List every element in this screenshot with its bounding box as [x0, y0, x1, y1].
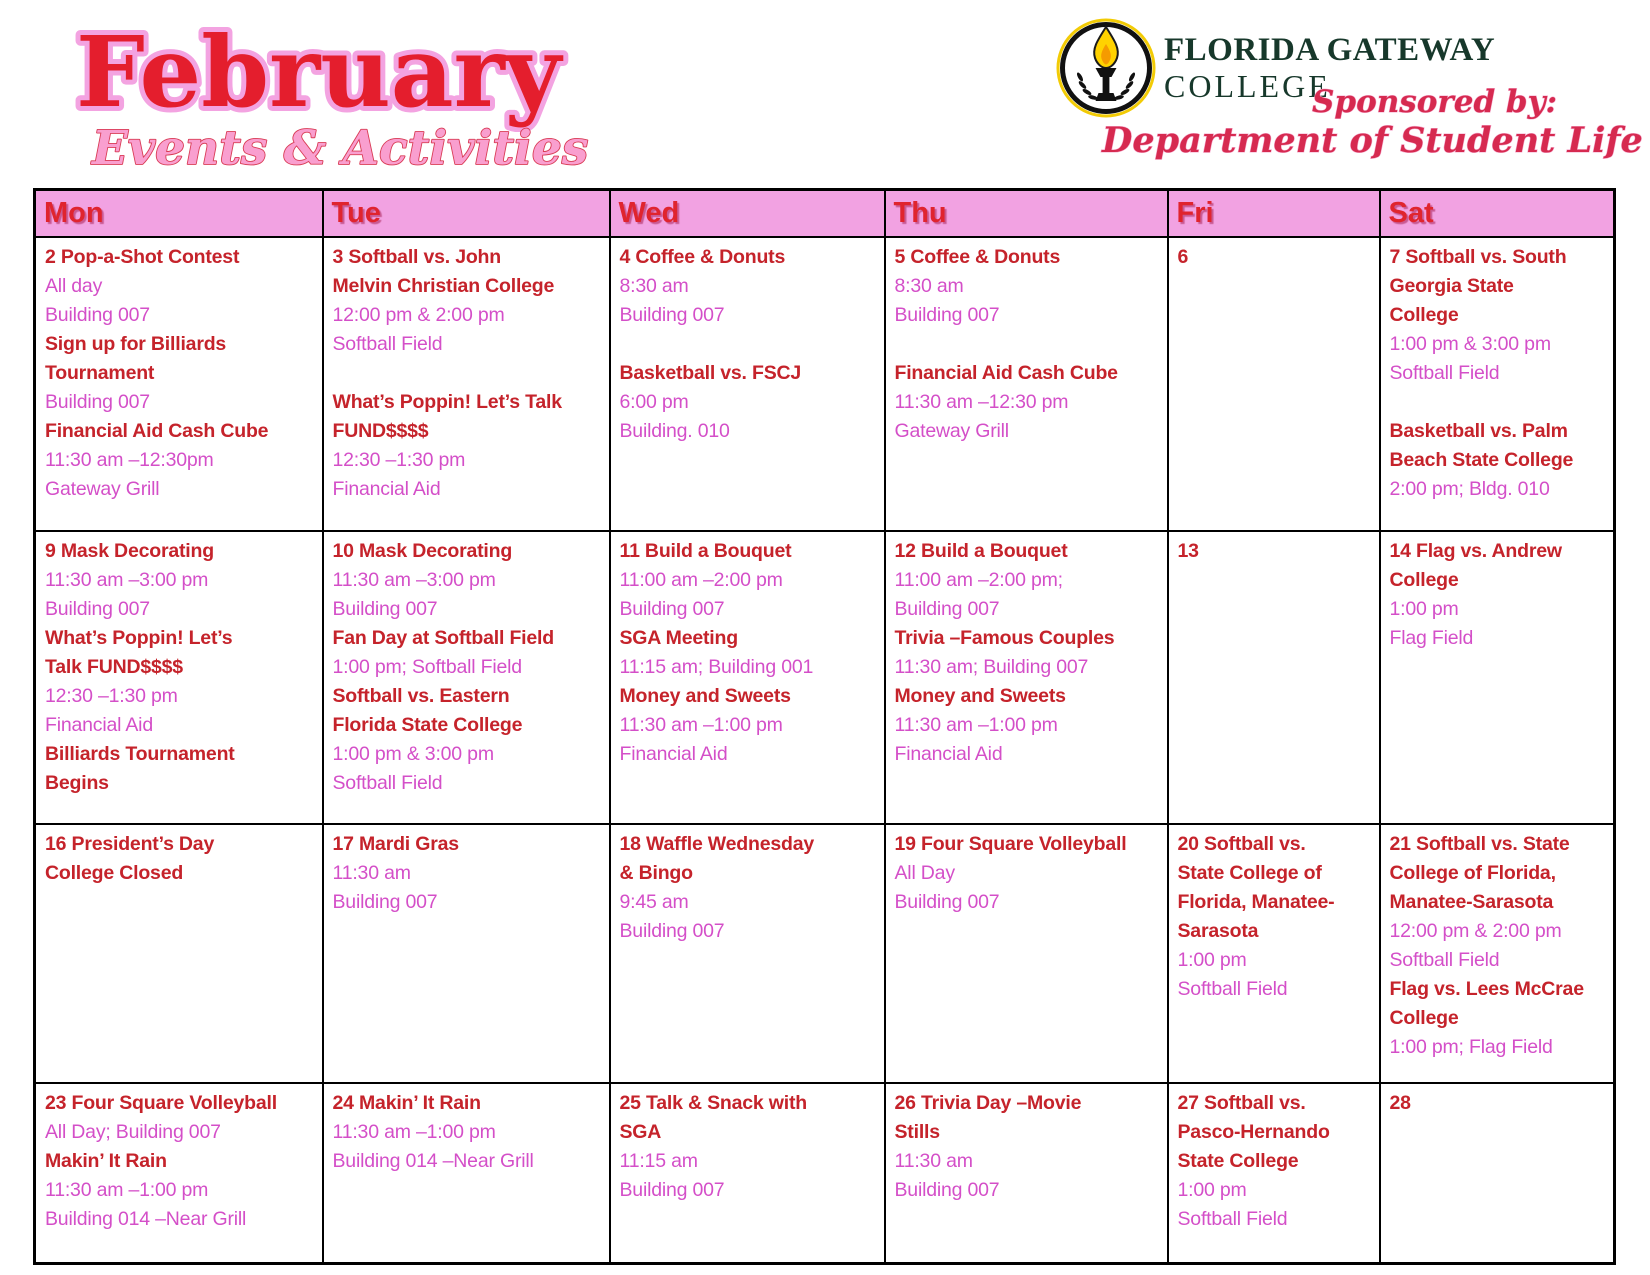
event-detail-line: Building 007 [894, 1179, 1000, 1201]
event-title-line: & Bingo [619, 862, 693, 884]
events-activities-subtitle: Events & Activities [92, 121, 589, 176]
college-torch-logo-icon [1056, 18, 1156, 118]
event-detail-line: 11:30 am –12:30pm [45, 449, 214, 471]
event-title-line: Financial Aid Cash Cube [894, 362, 1118, 384]
calendar-cell-day-23 [35, 1083, 323, 1263]
event-title-line: Softball vs. Eastern [332, 685, 510, 707]
event-detail-line: Building 007 [894, 304, 1000, 326]
week-row-1 [35, 237, 1615, 531]
event-title-line: Pasco-Hernando [1177, 1121, 1330, 1143]
calendar-cell-day-21 [1380, 824, 1615, 1083]
event-detail-line: 11:15 am [619, 1150, 698, 1172]
event-detail-line: 11:30 am –12:30 pm [894, 391, 1069, 413]
event-title-line: Florida, Manatee- [1177, 891, 1335, 913]
event-detail-line: Softball Field [332, 772, 443, 794]
event-title-line: 6 [1177, 246, 1189, 268]
calendar-cell-day-26 [885, 1083, 1168, 1263]
college-name: FLORIDA GATEWAY [1164, 32, 1496, 68]
event-detail-line: Building 007 [619, 1179, 725, 1201]
calendar-cell-day-2 [35, 237, 323, 531]
event-detail-line: 1:00 pm & 3:00 pm [332, 743, 494, 765]
event-title-line: Florida State College [332, 714, 523, 736]
event-detail-line: Building 007 [619, 304, 725, 326]
event-detail-line: 1:00 pm [1389, 598, 1459, 620]
event-title-line: 14 Flag vs. Andrew [1389, 540, 1562, 562]
event-title-line: Billiards Tournament [45, 743, 235, 765]
event-title-line: Talk FUND$$$$ [45, 656, 183, 678]
event-title-line: 27 Softball vs. [1177, 1092, 1306, 1114]
event-title-line: 25 Talk & Snack with [619, 1092, 807, 1114]
event-title-line: 11 Build a Bouquet [619, 540, 792, 562]
event-detail-line: 6:00 pm [619, 391, 689, 413]
event-title-line: College [1389, 304, 1459, 326]
event-title-line: Beach State College [1389, 449, 1574, 471]
event-detail-line: 11:30 am –1:00 pm [894, 714, 1058, 736]
event-detail-line: All day [45, 275, 103, 297]
day-header-wed: Wed [610, 190, 885, 238]
event-detail-line: Gateway Grill [894, 420, 1009, 442]
event-title-line: 17 Mardi Gras [332, 833, 459, 855]
event-detail-line: Building 007 [894, 891, 1000, 913]
event-title-line: Trivia –Famous Couples [894, 627, 1115, 649]
month-title: February [76, 15, 562, 129]
event-detail-line: Softball Field [1177, 978, 1288, 1000]
event-title-line: Basketball vs. Palm [1389, 420, 1568, 442]
event-detail-line: 11:30 am [894, 1150, 973, 1172]
day-header-tue: Tue [323, 190, 610, 238]
event-title-line: Money and Sweets [619, 685, 791, 707]
calendar-cell-day-11 [610, 531, 885, 824]
event-detail-line: 11:00 am –2:00 pm [619, 569, 783, 591]
event-detail-line [1390, 388, 1608, 417]
event-title-line: College Closed [45, 862, 184, 884]
calendar-cell-day-6 [1168, 237, 1380, 531]
event-detail-line: 11:15 am; Building 001 [619, 656, 814, 678]
event-title-line: 20 Softball vs. [1177, 833, 1306, 855]
event-title-line: 10 Mask Decorating [332, 540, 513, 562]
event-detail-line: Financial Aid [45, 714, 153, 736]
event-detail-line: All Day [894, 862, 955, 884]
event-title-line: College [1389, 1007, 1459, 1029]
event-title-line: State College [1177, 1150, 1299, 1172]
week-row-4 [35, 1083, 1615, 1263]
sponsor-department-label: Department of Student Life [1102, 120, 1643, 161]
event-detail-line: 9:45 am [619, 891, 689, 913]
event-title-line: SGA [619, 1121, 662, 1143]
event-title-line: Stills [894, 1121, 940, 1143]
event-detail-line [895, 330, 1161, 359]
event-detail-line: 8:30 am [894, 275, 964, 297]
event-detail-line: 12:00 pm & 2:00 pm [332, 304, 505, 326]
event-title-line: College of Florida, [1389, 862, 1556, 884]
event-title-line: 23 Four Square Volleyball [45, 1092, 277, 1114]
week-row-2 [35, 531, 1615, 824]
event-detail-line: 11:30 am –1:00 pm [619, 714, 783, 736]
event-title-line: 4 Coffee & Donuts [619, 246, 786, 268]
event-detail-line: 11:30 am –1:00 pm [45, 1179, 209, 1201]
event-detail-line: Softball Field [1177, 1208, 1288, 1230]
event-detail-line: 1:00 pm & 3:00 pm [1389, 333, 1551, 355]
event-title-line: FUND$$$$ [332, 420, 429, 442]
calendar-cell-day-10 [323, 531, 610, 824]
event-title-line: Tournament [45, 362, 155, 384]
event-detail-line: Financial Aid [332, 478, 441, 500]
calendar-cell-day-19 [885, 824, 1168, 1083]
subtitle-art [70, 118, 690, 182]
sponsored-by-label: Sponsored by: [1312, 84, 1558, 120]
event-title-line: Makin’ It Rain [45, 1150, 167, 1172]
event-detail-line: Building 007 [619, 598, 725, 620]
month-title-art [58, 6, 678, 132]
event-detail-line: 11:30 am –1:00 pm [332, 1121, 496, 1143]
event-detail-line: 1:00 pm [1177, 949, 1247, 971]
event-title-line: Manatee-Sarasota [1389, 891, 1554, 913]
event-title-line: 28 [1389, 1092, 1411, 1114]
event-title-line: 9 Mask Decorating [45, 540, 214, 562]
event-title-line: 7 Softball vs. South [1389, 246, 1567, 268]
event-title-line: State College of [1177, 862, 1322, 884]
event-detail-line: Building 007 [45, 304, 150, 326]
event-title-line: 16 President’s Day [45, 833, 215, 855]
event-detail-line: Financial Aid [619, 743, 728, 765]
event-title-line: What’s Poppin! Let’s Talk [332, 391, 562, 413]
event-title-line: 18 Waffle Wednesday [619, 833, 815, 855]
event-detail-line: 12:30 –1:30 pm [332, 449, 466, 471]
event-detail-line: Gateway Grill [45, 478, 160, 500]
event-title-line: Flag vs. Lees McCrae [1389, 978, 1584, 1000]
event-detail-line: 2:00 pm; Bldg. 010 [1389, 478, 1550, 500]
calendar-cell-day-9 [35, 531, 323, 824]
event-detail-line: Building 007 [894, 598, 1000, 620]
calendar-cell-day-3 [323, 237, 610, 531]
event-detail-line: 12:30 –1:30 pm [45, 685, 178, 707]
event-detail-line: Building 007 [45, 598, 150, 620]
event-title-line: College [1389, 569, 1459, 591]
day-header-fri: Fri [1168, 190, 1380, 238]
event-title-line: Melvin Christian College [332, 275, 555, 297]
event-detail-line: Building 007 [332, 598, 438, 620]
event-detail-line [333, 359, 603, 388]
day-header-thu: Thu [885, 190, 1168, 238]
event-detail-line: Building 007 [332, 891, 438, 913]
event-detail-line: Building 014 –Near Grill [332, 1150, 534, 1172]
event-title-line: Sarasota [1177, 920, 1259, 942]
event-title-line: Sign up for Billiards [45, 333, 227, 355]
day-header-sat: Sat [1380, 190, 1615, 238]
event-detail-line: Building 007 [45, 391, 150, 413]
calendar-cell-day-27 [1168, 1083, 1380, 1263]
event-detail-line: 11:30 am [332, 862, 411, 884]
event-title-line: What’s Poppin! Let’s [45, 627, 233, 649]
calendar-cell-day-24 [323, 1083, 610, 1263]
day-header-mon: Mon [35, 190, 323, 238]
calendar-cell-day-17 [323, 824, 610, 1083]
event-detail-line: 1:00 pm; Flag Field [1389, 1036, 1553, 1058]
event-detail-line: 8:30 am [619, 275, 689, 297]
event-detail-line: 12:00 pm & 2:00 pm [1389, 920, 1562, 942]
event-title-line: 2 Pop-a-Shot Contest [45, 246, 240, 268]
calendar-cell-day-20 [1168, 824, 1380, 1083]
event-detail-line: 11:30 am; Building 007 [894, 656, 1089, 678]
event-detail-line: 11:00 am –2:00 pm; [894, 569, 1063, 591]
calendar-cell-day-13 [1168, 531, 1380, 824]
week-row-3 [35, 824, 1615, 1083]
calendar-cell-day-16 [35, 824, 323, 1083]
college-name-line2: COLLEGE [1164, 68, 1331, 104]
calendar-table [33, 188, 1616, 1265]
event-detail-line: 11:30 am –3:00 pm [332, 569, 496, 591]
event-title-line: Georgia State [1389, 275, 1514, 297]
event-detail-line: 1:00 pm [1177, 1179, 1247, 1201]
event-detail-line: 1:00 pm; Softball Field [332, 656, 522, 678]
event-title-line: 24 Makin’ It Rain [332, 1092, 481, 1114]
event-title-line: 12 Build a Bouquet [894, 540, 1068, 562]
event-title-line: 19 Four Square Volleyball [894, 833, 1127, 855]
event-detail-line: Softball Field [1389, 362, 1500, 384]
event-detail-line: Softball Field [332, 333, 443, 355]
event-detail-line: Flag Field [1389, 627, 1474, 649]
event-title-line: Money and Sweets [894, 685, 1066, 707]
event-title-line: SGA Meeting [619, 627, 738, 649]
calendar-cell-day-4 [610, 237, 885, 531]
event-detail-line [620, 330, 878, 359]
event-detail-line: Building 014 –Near Grill [45, 1208, 247, 1230]
day-header-row [35, 190, 1615, 238]
event-detail-line: Softball Field [1389, 949, 1500, 971]
event-detail-line: All Day; Building 007 [45, 1121, 221, 1143]
event-title-line: 13 [1177, 540, 1199, 562]
event-title-line: 5 Coffee & Donuts [894, 246, 1061, 268]
calendar-cell-day-28 [1380, 1083, 1615, 1263]
calendar-cell-day-7 [1380, 237, 1615, 531]
calendar-cell-day-12 [885, 531, 1168, 824]
event-detail-line: Building 007 [619, 920, 725, 942]
event-title-line: Fan Day at Softball Field [332, 627, 554, 649]
event-title-line: 3 Softball vs. John [332, 246, 501, 268]
event-detail-line: 11:30 am –3:00 pm [45, 569, 209, 591]
calendar-cell-day-14 [1380, 531, 1615, 824]
calendar-cell-day-25 [610, 1083, 885, 1263]
event-title-line: 21 Softball vs. State [1389, 833, 1570, 855]
calendar-cell-day-5 [885, 237, 1168, 531]
event-detail-line: Building. 010 [619, 420, 730, 442]
event-title-line: Basketball vs. FSCJ [619, 362, 802, 384]
event-detail-line: Financial Aid [894, 743, 1003, 765]
calendar-cell-day-18 [610, 824, 885, 1083]
event-title-line: Begins [45, 772, 109, 794]
event-title-line: 26 Trivia Day –Movie [894, 1092, 1082, 1114]
event-title-line: Financial Aid Cash Cube [45, 420, 269, 442]
sponsor-department-art [1098, 118, 1643, 166]
